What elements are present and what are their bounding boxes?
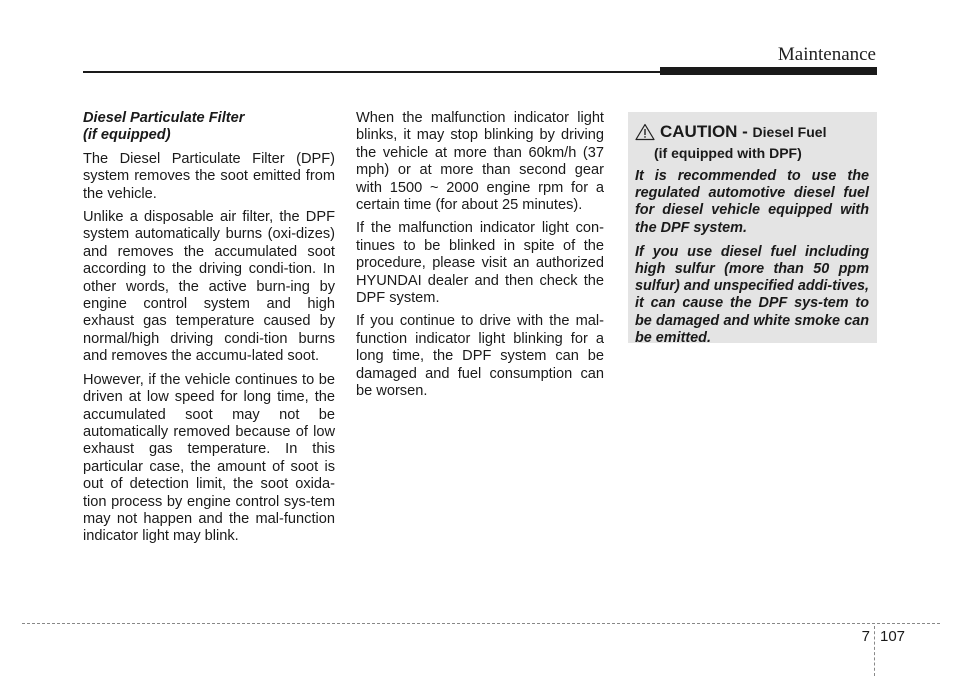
- page-number: 107: [880, 628, 906, 645]
- caution-header: [635, 122, 869, 142]
- section-title: Maintenance: [777, 44, 876, 65]
- warning-triangle-icon: [635, 123, 655, 141]
- paragraph: However, if the vehicle continues to be driven at low speed for long time, the accumulated soot may not be automatically removed because of low exhaust gas temperature. In this particular case, the amount of soot is out of detection limit, the soot oxida-tion process by engine control sys-tem may not happen and the mal-function indicator light may blink.: [83, 371, 335, 545]
- paragraph: When the malfunction indicator light blinks, it may stop blinking by driving the vehicle at more than 60km/h (37 mph) or at more than second gear with 1500 ~ 2000 engine rpm for a certain time (for about 25 minutes).: [356, 110, 604, 214]
- caution-paragraph: If you use diesel fuel including high sulfur (more than 50 ppm sulfur) and unspecified addi-tives, it can cause the DPF sys-tem to be damaged and white smoke can be emitted.: [635, 243, 869, 346]
- caution-paragraph: It is recommended to use the regulated automotive diesel fuel for diesel vehicle equipped with the DPF system.: [635, 168, 869, 236]
- caution-box: [628, 112, 877, 346]
- left-column: [83, 110, 335, 552]
- caution-subtitle: (if equipped with DPF): [654, 145, 802, 161]
- footer-divider: [874, 626, 875, 676]
- header-rule-thin: [83, 71, 661, 73]
- heading-line-2: (if equipped): [83, 127, 171, 144]
- footer-rule: [22, 623, 940, 624]
- paragraph: If you continue to drive with the mal-function indicator light blinking for a long time, the DPF system can be damaged and fuel consumption can be worsen.: [356, 313, 604, 400]
- paragraph: Unlike a disposable air filter, the DPF system automatically burns (oxi-dizes) and removes the accumulated soot according to the driving condi-tion. In other words, the active burn-ing by engine control system and high exhaust gas temperature caused by normal/high driving condi-tion burns and removes the accumu-lated soot.: [83, 209, 335, 365]
- section-heading: [83, 110, 335, 145]
- caution-topic: Diesel Fuel: [752, 124, 827, 140]
- paragraph: If the malfunction indicator light con-tinues to be blinked in spite of the procedure, please visit an authorized HYUNDAI dealer and then check the DPF system.: [356, 220, 604, 307]
- paragraph: The Diesel Particulate Filter (DPF) system removes the soot emitted from the vehicle.: [83, 150, 335, 202]
- caution-label: CAUTION -: [660, 122, 753, 141]
- chapter-number: 7: [861, 628, 870, 645]
- middle-column: [356, 110, 604, 407]
- heading-line-1: Diesel Particulate Filter: [83, 110, 245, 126]
- header-rule-thick: [660, 67, 877, 75]
